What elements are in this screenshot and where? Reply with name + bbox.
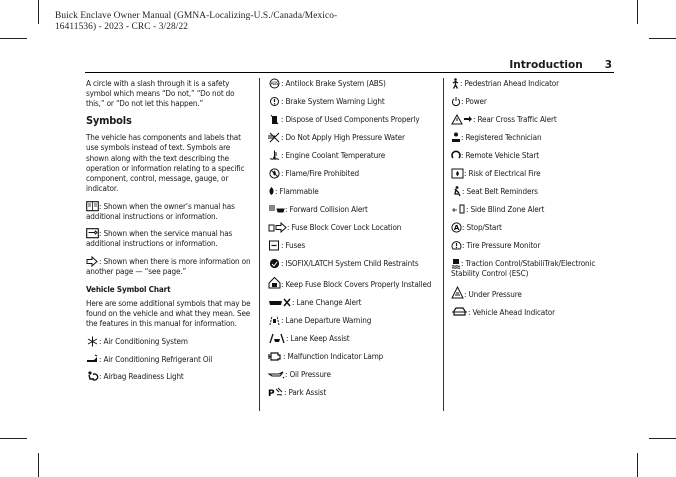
section-header bbox=[509, 59, 612, 71]
symbol-item: : Flammable bbox=[268, 186, 438, 196]
child-restraint-icon bbox=[268, 258, 281, 268]
electrical-fire-icon bbox=[451, 168, 464, 178]
crop-mark bbox=[637, 453, 638, 477]
tire-pressure-icon bbox=[451, 240, 462, 250]
page-number: 3 bbox=[604, 59, 612, 71]
side-blind-zone-icon bbox=[451, 204, 466, 214]
symbol-item: : Pedestrian Ahead Indicator bbox=[451, 78, 613, 88]
symbol-item: : Lane Departure Warning bbox=[268, 315, 438, 325]
symbol-item: : Seat Belt Reminders bbox=[451, 186, 613, 196]
park-assist-icon bbox=[268, 387, 284, 397]
symbol-item: : Keep Fuse Block Covers Properly Installed bbox=[268, 276, 438, 289]
svg-text:ABS: ABS bbox=[270, 81, 279, 87]
column-1 bbox=[86, 78, 251, 389]
arrow-right-icon bbox=[86, 256, 99, 266]
crop-mark bbox=[649, 438, 676, 439]
symbol-item: : Airbag Readiness Light bbox=[86, 371, 251, 381]
symbol-item: : Registered Technician bbox=[451, 132, 613, 142]
symbol-item: P : Park Assist bbox=[268, 386, 327, 398]
traction-control-icon bbox=[451, 258, 461, 268]
symbol-item: : Side Blind Zone Alert bbox=[451, 204, 613, 214]
header-line-1: Buick Enclave Owner Manual (GMNA-Localizing-U.S./Canada/Mexico- bbox=[55, 11, 338, 21]
symbols-paragraph: The vehicle has components and labels that use symbols instead of text. Symbols are shown along with the text describing the operation or information relating to a specific component, control, message, gauge, or indicator. bbox=[86, 132, 245, 193]
symbol-item: : Forward Collision Alert bbox=[268, 204, 438, 214]
header-rule bbox=[85, 72, 614, 73]
fuse-cover-installed-icon bbox=[268, 276, 281, 289]
high-pressure-water-icon bbox=[268, 132, 281, 142]
owner-manual-note: : Shown when the owner’s manual has additional instructions or information. bbox=[86, 200, 235, 221]
symbol-item: : ISOFIX/LATCH System Child Restraints bbox=[268, 258, 438, 268]
symbol-item: : Remote Vehicle Start bbox=[451, 150, 613, 160]
symbol-item: : Fuse Block Cover Lock Location bbox=[268, 222, 438, 232]
seat-belt-icon bbox=[451, 186, 462, 196]
crop-mark bbox=[637, 0, 638, 24]
svg-text:A: A bbox=[453, 223, 460, 232]
symbol-item: : Air Conditioning System bbox=[86, 336, 251, 346]
pedestrian-icon bbox=[451, 78, 460, 88]
crop-mark bbox=[0, 438, 27, 439]
symbol-item: A : Stop/Start bbox=[451, 222, 613, 232]
malfunction-lamp-icon bbox=[268, 351, 283, 361]
column-divider bbox=[259, 78, 260, 411]
column-2 bbox=[268, 78, 438, 405]
service-manual-note: : Shown when the service manual has additional instructions or information. bbox=[86, 228, 233, 249]
oil-pressure-icon bbox=[268, 369, 285, 379]
refrigerant-oil-icon bbox=[86, 354, 99, 364]
column-divider bbox=[443, 78, 444, 411]
lane-departure-icon bbox=[268, 315, 281, 325]
fuses-icon bbox=[268, 240, 281, 250]
section-title: Introduction bbox=[509, 59, 583, 71]
crop-mark bbox=[38, 453, 39, 477]
symbol-item: : Malfunction Indicator Lamp bbox=[268, 351, 438, 361]
vehicle-ahead-icon bbox=[451, 307, 468, 317]
lane-change-alert-icon bbox=[268, 297, 292, 307]
vehicle-symbol-chart-heading: Vehicle Symbol Chart bbox=[86, 283, 171, 294]
symbol-item: : Brake System Warning Light bbox=[268, 96, 438, 106]
symbol-item: : Under Pressure bbox=[451, 286, 613, 299]
stop-start-icon bbox=[451, 222, 462, 232]
rear-cross-traffic-icon bbox=[451, 114, 473, 124]
crop-mark bbox=[38, 0, 39, 24]
under-pressure-icon bbox=[451, 286, 464, 299]
intro-paragraph: A circle with a slash through it is a safety symbol which means “Do not,” “Do not do this,” or “Do not let this happen.” bbox=[86, 78, 235, 109]
header-line-2: 16411536) - 2023 - CRC - 3/28/22 bbox=[55, 22, 189, 32]
abs-icon bbox=[268, 78, 281, 88]
crop-mark bbox=[649, 38, 676, 39]
airbag-icon bbox=[86, 371, 99, 381]
power-icon bbox=[451, 96, 461, 106]
symbol-item: : Air Conditioning Refrigerant Oil bbox=[86, 354, 251, 364]
dispose-icon bbox=[268, 114, 281, 124]
symbol-item: : Oil Pressure bbox=[268, 369, 438, 379]
symbols-heading: Symbols bbox=[86, 114, 132, 128]
symbol-item: : Flame/Fire Prohibited bbox=[268, 168, 438, 178]
symbol-item: ABS : Antilock Brake System (ABS) bbox=[268, 78, 438, 88]
chart-intro: Here are some additional symbols that may be found on the vehicle and what they mean. See the features in this manual for information. bbox=[86, 297, 251, 329]
air-conditioning-icon bbox=[86, 336, 99, 346]
symbol-item: : Tire Pressure Monitor bbox=[451, 240, 613, 250]
coolant-temperature-icon bbox=[268, 150, 281, 160]
symbol-item: : Traction Control/StabiliTrak/Electronic Stability Control (ESC) bbox=[451, 257, 596, 278]
crop-mark bbox=[0, 38, 27, 39]
remote-start-icon bbox=[451, 150, 461, 160]
see-page-note: : Shown when there is more information on another page — “see page.” bbox=[86, 256, 251, 277]
symbol-item: : Rear Cross Traffic Alert bbox=[451, 114, 613, 124]
symbol-item: : Lane Change Alert bbox=[268, 297, 438, 307]
symbol-item: : Vehicle Ahead Indicator bbox=[451, 307, 613, 317]
service-manual-icon bbox=[86, 228, 99, 238]
registered-technician-icon bbox=[451, 132, 461, 142]
symbol-item: : Lane Keep Assist bbox=[268, 333, 438, 343]
column-3 bbox=[451, 78, 613, 325]
symbol-item: : Engine Coolant Temperature bbox=[268, 150, 438, 160]
lane-keep-assist-icon bbox=[268, 333, 286, 343]
flame-prohibited-icon bbox=[268, 168, 281, 178]
symbol-item: : Do Not Apply High Pressure Water bbox=[268, 132, 438, 142]
symbol-item: : Risk of Electrical Fire bbox=[451, 168, 613, 178]
symbol-item: : Dispose of Used Components Properly bbox=[268, 114, 438, 124]
brake-warning-icon bbox=[268, 96, 281, 106]
symbol-item: : Power bbox=[451, 96, 613, 106]
forward-collision-icon bbox=[268, 204, 285, 214]
owner-manual-icon bbox=[86, 201, 99, 211]
fuse-cover-lock-icon bbox=[268, 222, 287, 232]
flammable-icon bbox=[268, 186, 275, 196]
svg-text:P: P bbox=[268, 388, 275, 398]
symbol-item: : Fuses bbox=[268, 240, 438, 250]
document-header bbox=[55, 11, 337, 33]
